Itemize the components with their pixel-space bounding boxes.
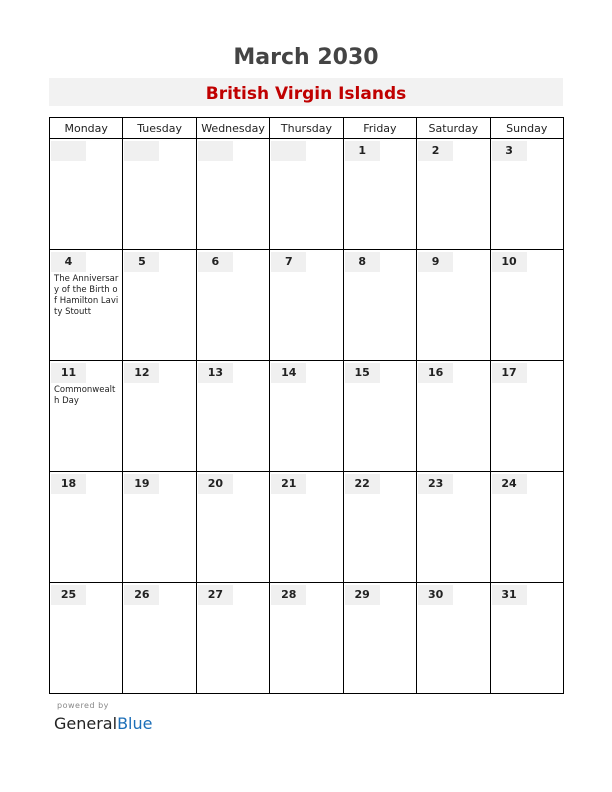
calendar-title: March 2030 <box>233 45 379 70</box>
day-number: 7 <box>271 252 306 272</box>
day-number: 8 <box>345 252 380 272</box>
day-number <box>124 141 159 161</box>
day-number: 19 <box>124 474 159 494</box>
day-number: 10 <box>492 252 527 272</box>
day-cell <box>196 139 269 250</box>
day-cell <box>490 250 563 361</box>
day-number: 21 <box>271 474 306 494</box>
day-number: 9 <box>418 252 453 272</box>
day-cell <box>196 472 269 583</box>
country-banner <box>49 78 563 106</box>
day-cell <box>490 472 563 583</box>
day-number: 13 <box>198 363 233 383</box>
day-cell <box>270 583 343 694</box>
day-number: 17 <box>492 363 527 383</box>
day-cell <box>343 139 416 250</box>
day-cell <box>123 472 196 583</box>
day-number: 11 <box>51 363 86 383</box>
day-cell <box>50 583 123 694</box>
day-cell <box>50 139 123 250</box>
day-number: 4 <box>51 252 86 272</box>
day-cell <box>417 472 490 583</box>
day-cell <box>270 361 343 472</box>
week-row <box>50 361 564 472</box>
day-number: 14 <box>271 363 306 383</box>
day-number: 26 <box>124 585 159 605</box>
day-cell <box>196 583 269 694</box>
day-cell <box>123 361 196 472</box>
day-cell <box>50 250 123 361</box>
day-cell <box>270 472 343 583</box>
day-cell <box>343 472 416 583</box>
weekday-header: Saturday <box>417 118 490 139</box>
week-row <box>50 250 564 361</box>
day-cell <box>270 250 343 361</box>
day-number: 24 <box>492 474 527 494</box>
holiday-label: The Anniversary of the Birth of Hamilton Lavity Stoutt <box>54 274 119 317</box>
day-number: 12 <box>124 363 159 383</box>
country-name: British Virgin Islands <box>205 84 407 104</box>
day-cell <box>270 139 343 250</box>
holiday-label: Commonwealth Day <box>54 385 116 406</box>
day-cell <box>50 361 123 472</box>
week-row <box>50 583 564 694</box>
day-cell <box>123 250 196 361</box>
powered-by-text: powered by <box>57 701 109 710</box>
day-number: 20 <box>198 474 233 494</box>
day-cell <box>343 250 416 361</box>
weekday-header: Wednesday <box>196 118 269 139</box>
weekday-header: Sunday <box>490 118 563 139</box>
day-number: 18 <box>51 474 86 494</box>
weekday-header: Thursday <box>270 118 343 139</box>
weekday-header-row <box>50 118 564 139</box>
week-row <box>50 139 564 250</box>
day-cell <box>417 361 490 472</box>
generalblue-logo[interactable] <box>54 714 152 733</box>
day-cell <box>123 139 196 250</box>
day-number: 28 <box>271 585 306 605</box>
day-number: 3 <box>492 141 527 161</box>
day-number: 2 <box>418 141 453 161</box>
day-cell <box>196 250 269 361</box>
day-number: 16 <box>418 363 453 383</box>
day-cell <box>417 139 490 250</box>
day-cell <box>123 583 196 694</box>
brand-general: General <box>54 714 118 733</box>
day-number <box>198 141 233 161</box>
day-cell <box>343 361 416 472</box>
day-number: 23 <box>418 474 453 494</box>
day-cell <box>196 361 269 472</box>
week-row <box>50 472 564 583</box>
day-cell <box>50 472 123 583</box>
day-number: 29 <box>345 585 380 605</box>
day-cell <box>417 250 490 361</box>
day-number <box>271 141 306 161</box>
day-cell <box>417 583 490 694</box>
day-number: 22 <box>345 474 380 494</box>
day-number <box>51 141 86 161</box>
weekday-header: Monday <box>50 118 123 139</box>
weekday-header: Tuesday <box>123 118 196 139</box>
weekday-header: Friday <box>343 118 416 139</box>
brand-blue: Blue <box>117 714 153 733</box>
day-cell <box>490 361 563 472</box>
day-number: 30 <box>418 585 453 605</box>
day-number: 15 <box>345 363 380 383</box>
day-number: 27 <box>198 585 233 605</box>
calendar-grid <box>49 117 564 694</box>
day-cell <box>343 583 416 694</box>
day-cell <box>490 583 563 694</box>
day-number: 1 <box>345 141 380 161</box>
day-cell <box>490 139 563 250</box>
day-number: 31 <box>492 585 527 605</box>
day-number: 6 <box>198 252 233 272</box>
day-number: 5 <box>124 252 159 272</box>
day-number: 25 <box>51 585 86 605</box>
